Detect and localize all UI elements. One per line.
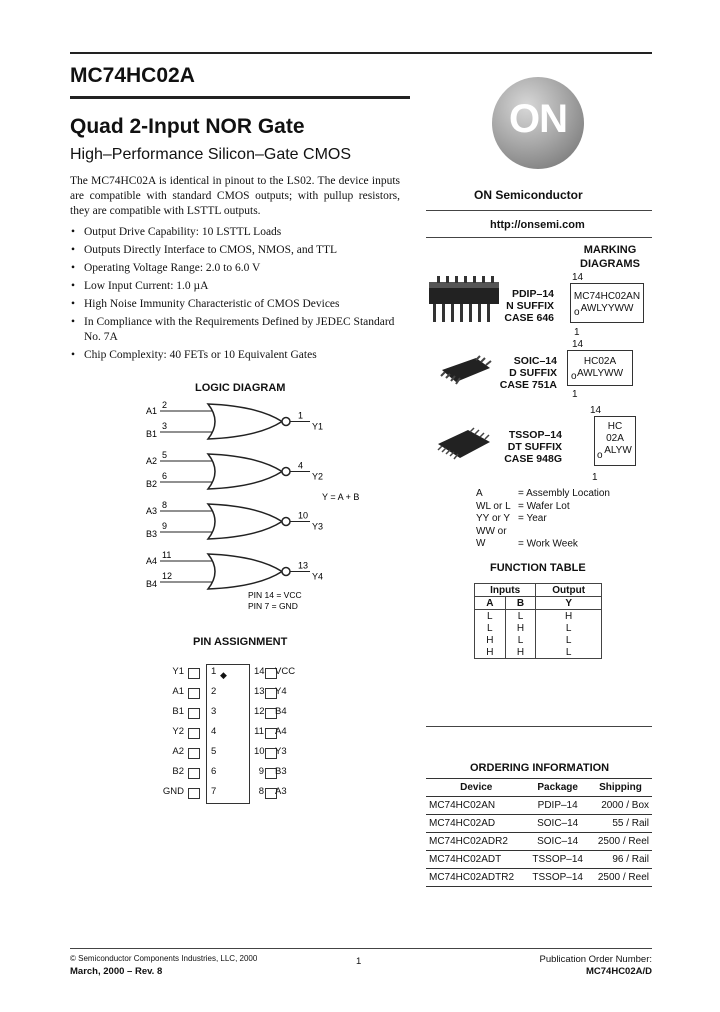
nor-gate [146, 550, 323, 589]
ot-cell: 2000 / Box [601, 800, 649, 811]
ot-row [426, 815, 652, 833]
publication-number: MC74HC02A/D [586, 966, 652, 977]
soic-mark-line2: AWLYWW [576, 368, 624, 379]
function-table-heading: FUNCTION TABLE [490, 562, 586, 574]
ft-cell: L [475, 622, 506, 634]
pin1-dot-icon: ◆ [220, 670, 227, 680]
pdip-label [490, 288, 554, 324]
pin-lead [188, 688, 200, 699]
page-title: Quad 2-Input NOR Gate [70, 115, 305, 138]
tssop-mark-line2: 02A [606, 433, 624, 444]
ft-cell: L [536, 622, 602, 634]
logic-equation: Y = A + B [322, 492, 360, 502]
intro-paragraph: The MC74HC02A is identical in pinout to the LS02. The device inputs are compatible with standard CMOS outputs; with pullup resistors, they are compatible with LSTTL outputs. [70, 175, 400, 217]
pin14-note: PIN 14 = VCC [248, 590, 302, 600]
ot-column-header: Shipping [599, 782, 642, 793]
gate-input-b-label: B3 [146, 529, 158, 539]
legend-row [476, 501, 610, 514]
pdip-marking [570, 283, 644, 323]
pin-lead [188, 748, 200, 759]
pin-name: B1 [172, 706, 184, 717]
gate-input-b-pin: 9 [162, 521, 168, 531]
ot-cell: 55 / Rail [612, 818, 649, 829]
soic-suffix: D SUFFIX [509, 367, 557, 379]
logic-diagram [140, 396, 380, 618]
tssop-case: CASE 948G [504, 453, 562, 465]
soic-mark-line1: HC02A [583, 356, 617, 367]
feature-item: • Outputs Directly Interface to CMOS, NMOS, and TTL [70, 243, 410, 258]
pin-number: 3 [211, 706, 217, 717]
pin-lead [188, 728, 200, 739]
tssop-suffix: DT SUFFIX [507, 441, 562, 453]
ot-cell: MC74HC02AD [429, 818, 496, 829]
ft-cell: L [505, 634, 536, 646]
feature-item: • Operating Voltage Range: 2.0 to 6.0 V [70, 261, 410, 276]
pin-lead [188, 708, 200, 719]
legend-meaning: = Wafer Lot [518, 500, 570, 512]
brand-rule [426, 210, 652, 211]
ot-cell: 2500 / Reel [597, 872, 649, 883]
company-name: ON Semiconductor [474, 188, 583, 202]
pin-row-left [150, 766, 220, 780]
gate-input-a-label: A1 [146, 406, 158, 416]
pin-row-right [236, 726, 316, 740]
pin-number: 11 [254, 726, 264, 737]
feature-list [70, 225, 410, 366]
soic-pin-top: 14 [572, 339, 584, 350]
ot-cell: 2500 / Reel [597, 836, 649, 847]
copyright: © Semiconductor Components Industries, LLC, 2000 [70, 954, 258, 963]
ot-cell: MC74HC02AN [429, 800, 496, 811]
ot-row [426, 833, 652, 851]
revision-date: March, 2000 – Rev. 8 [70, 966, 163, 977]
pin-number: 5 [211, 746, 217, 757]
pin-row-right [236, 666, 316, 680]
soic-pin1-icon: o [571, 371, 577, 382]
pin-number: 4 [211, 726, 217, 737]
ft-cell: L [536, 634, 602, 646]
gate-output-pin: 13 [298, 560, 309, 571]
legend-code: WL or L [476, 500, 511, 512]
pin-number: 2 [211, 686, 217, 697]
pin-row-left [150, 726, 220, 740]
on-logo [492, 77, 584, 169]
gate-input-b-label: B4 [146, 579, 158, 589]
ft-cell: H [475, 634, 506, 646]
part-number: MC74HC02A [70, 64, 195, 87]
soic-label [494, 355, 557, 391]
gate-input-b-pin: 3 [162, 421, 168, 431]
ot-cell: TSSOP–14 [532, 872, 583, 883]
gate-input-a-pin: 11 [162, 550, 172, 560]
gate-output-label: Y4 [312, 571, 324, 582]
ft-row [475, 610, 602, 623]
legend-row [476, 526, 610, 551]
pdip-mark-line2: AWLYYWW [580, 303, 634, 314]
ot-cell: MC74HC02ADTR2 [429, 872, 515, 883]
pdip-mark-line1: MC74HC02AN [573, 291, 641, 302]
ot-column-header: Package [537, 782, 578, 793]
pin-assignment-heading: PIN ASSIGNMENT [193, 636, 288, 648]
page-subtitle: High–Performance Silicon–Gate CMOS [70, 146, 352, 163]
legend-code: WW or W [476, 525, 507, 549]
gate-input-a-label: A3 [146, 506, 158, 516]
pin-name: A1 [172, 686, 184, 697]
gate-input-a-pin: 8 [162, 500, 168, 510]
page-number: 1 [356, 956, 362, 967]
pin-number: 6 [211, 766, 217, 777]
feature-item: • In Compliance with the Requirements Defined by JEDEC Standard No. 7A [70, 315, 410, 345]
tssop-label [495, 429, 562, 465]
pdip-name: PDIP–14 [511, 288, 554, 300]
pin-number: 1 [211, 666, 217, 677]
gate-output-pin: 4 [298, 460, 304, 471]
gate-input-a-label: A2 [146, 456, 158, 466]
gate-input-b-label: B2 [146, 479, 158, 489]
tssop-pin1-icon: o [597, 450, 603, 461]
ft-cell: L [536, 646, 602, 659]
ft-column-header: A [475, 597, 506, 610]
ft-group-inputs: Inputs [475, 584, 536, 597]
legend-code: A [476, 488, 483, 499]
legend-meaning: = Work Week [518, 538, 578, 549]
gate-output-label: Y3 [312, 521, 324, 532]
pin-name: B3 [275, 766, 287, 777]
pin-name: A3 [275, 786, 287, 797]
pin-row-left [150, 686, 220, 700]
tssop-mark-line3: ALYW [604, 445, 632, 456]
ot-cell: PDIP–14 [537, 800, 578, 811]
legend-row [476, 513, 610, 526]
pdip-suffix: N SUFFIX [506, 300, 554, 312]
gate-input-b-pin: 6 [162, 471, 168, 481]
ot-cell: SOIC–14 [537, 818, 579, 829]
pin-number: 8 [258, 786, 264, 797]
soic-name: SOIC–14 [513, 355, 557, 367]
ot-cell: TSSOP–14 [532, 854, 583, 865]
pin-row-right [236, 746, 316, 760]
pin-row-right [236, 766, 316, 780]
url-rule [426, 237, 652, 238]
ft-column-header: B [505, 597, 536, 610]
soic-case: CASE 751A [499, 379, 557, 391]
gate-output-label: Y2 [312, 471, 324, 482]
top-rule [70, 52, 652, 54]
website-link[interactable]: http://onsemi.com [490, 219, 585, 231]
gate-output-pin: 10 [298, 510, 309, 521]
gate-input-a-pin: 5 [162, 450, 168, 460]
tssop-mark-line1: HC [607, 421, 623, 432]
tssop-name: TSSOP–14 [508, 429, 562, 441]
pin-row-right [236, 786, 316, 800]
pin-number: 13 [254, 686, 265, 697]
ot-row [426, 869, 652, 887]
ft-group-output: Output [536, 584, 602, 597]
pin-name: VCC [275, 666, 296, 677]
pdip-pin-bottom: 1 [574, 327, 580, 338]
ot-row [426, 851, 652, 869]
soic-package-icon [436, 354, 496, 390]
pin-lead [188, 768, 200, 779]
function-table [474, 583, 602, 659]
ft-column-header: Y [536, 597, 602, 610]
pin-number: 9 [258, 766, 264, 777]
feature-item: • Chip Complexity: 40 FETs or 10 Equivalent Gates [70, 348, 410, 363]
legend-row [476, 488, 610, 501]
feature-item: • Output Drive Capability: 10 LSTTL Loads [70, 225, 410, 240]
pin-row-left [150, 706, 220, 720]
legend-code: YY or Y [476, 513, 511, 524]
logic-diagram-heading: LOGIC DIAGRAM [195, 382, 286, 394]
pin7-note: PIN 7 = GND [248, 601, 298, 611]
pin-name: Y1 [172, 666, 184, 677]
pin-name: A2 [172, 746, 184, 757]
ot-cell: MC74HC02ADT [429, 854, 502, 865]
pdip-case: CASE 646 [504, 312, 554, 324]
gate-input-b-pin: 12 [162, 571, 173, 581]
gate-input-b-label: B1 [146, 429, 158, 439]
ft-cell: L [505, 610, 536, 623]
pin-lead [188, 668, 200, 679]
legend-meaning: = Assembly Location [518, 488, 610, 499]
pin-name: Y3 [275, 746, 287, 757]
pdip-pin-top: 14 [572, 272, 584, 283]
feature-item: • High Noise Immunity Characteristic of CMOS Devices [70, 297, 410, 312]
footer-rule [70, 948, 652, 949]
tssop-pin-bottom: 1 [592, 472, 598, 483]
ot-row [426, 797, 652, 815]
pin-number: 14 [254, 666, 265, 677]
pin-row-left [150, 786, 220, 800]
ft-cell: H [475, 646, 506, 659]
ot-cell: 96 / Rail [612, 854, 649, 865]
ft-row [475, 622, 602, 634]
feature-item: • Low Input Current: 1.0 µA [70, 279, 410, 294]
pin-row-left [150, 666, 220, 680]
ft-cell: H [505, 646, 536, 659]
publication-label: Publication Order Number: [539, 954, 652, 965]
header-rule [70, 96, 410, 99]
ot-cell: MC74HC02ADR2 [429, 836, 508, 847]
ft-row [475, 646, 602, 659]
nor-gate [146, 400, 323, 439]
tssop-pin-top: 14 [590, 405, 602, 416]
pin-number: 12 [254, 706, 265, 717]
gate-input-a-pin: 2 [162, 400, 168, 410]
pin-lead [188, 788, 200, 799]
logo-text: ON [509, 97, 567, 141]
soic-pin-bottom: 1 [572, 389, 578, 400]
ordering-table [426, 778, 652, 887]
pin-name: B4 [275, 706, 287, 717]
ft-cell: H [536, 610, 602, 623]
ot-column-header: Device [460, 782, 493, 793]
tssop-package-icon [434, 424, 494, 464]
pin-number: 7 [211, 786, 217, 797]
pin-number: 10 [254, 746, 265, 757]
nor-gate [146, 500, 323, 539]
ordering-heading: ORDERING INFORMATION [470, 762, 610, 774]
gate-output-pin: 1 [298, 410, 304, 421]
pin-name: B2 [172, 766, 184, 777]
pin-name: Y2 [172, 726, 184, 737]
gate-input-a-label: A4 [146, 556, 158, 566]
marking-legend [476, 488, 610, 551]
gate-output-label: Y1 [312, 421, 324, 432]
pin-name: GND [162, 786, 184, 797]
ot-cell: SOIC–14 [537, 836, 579, 847]
pin-row-right [236, 686, 316, 700]
ft-row [475, 634, 602, 646]
pin-name: A4 [275, 726, 287, 737]
pin-row-right [236, 706, 316, 720]
nor-gate [146, 450, 323, 489]
pin-name: Y4 [275, 686, 287, 697]
ft-cell: L [475, 610, 506, 623]
pdip-pin1-icon: o [574, 307, 580, 318]
legend-meaning: = Year [518, 513, 547, 524]
pin-row-left [150, 746, 220, 760]
ft-cell: H [505, 622, 536, 634]
ordering-rule [426, 726, 652, 727]
marking-heading: MARKING DIAGRAMS [580, 244, 640, 270]
